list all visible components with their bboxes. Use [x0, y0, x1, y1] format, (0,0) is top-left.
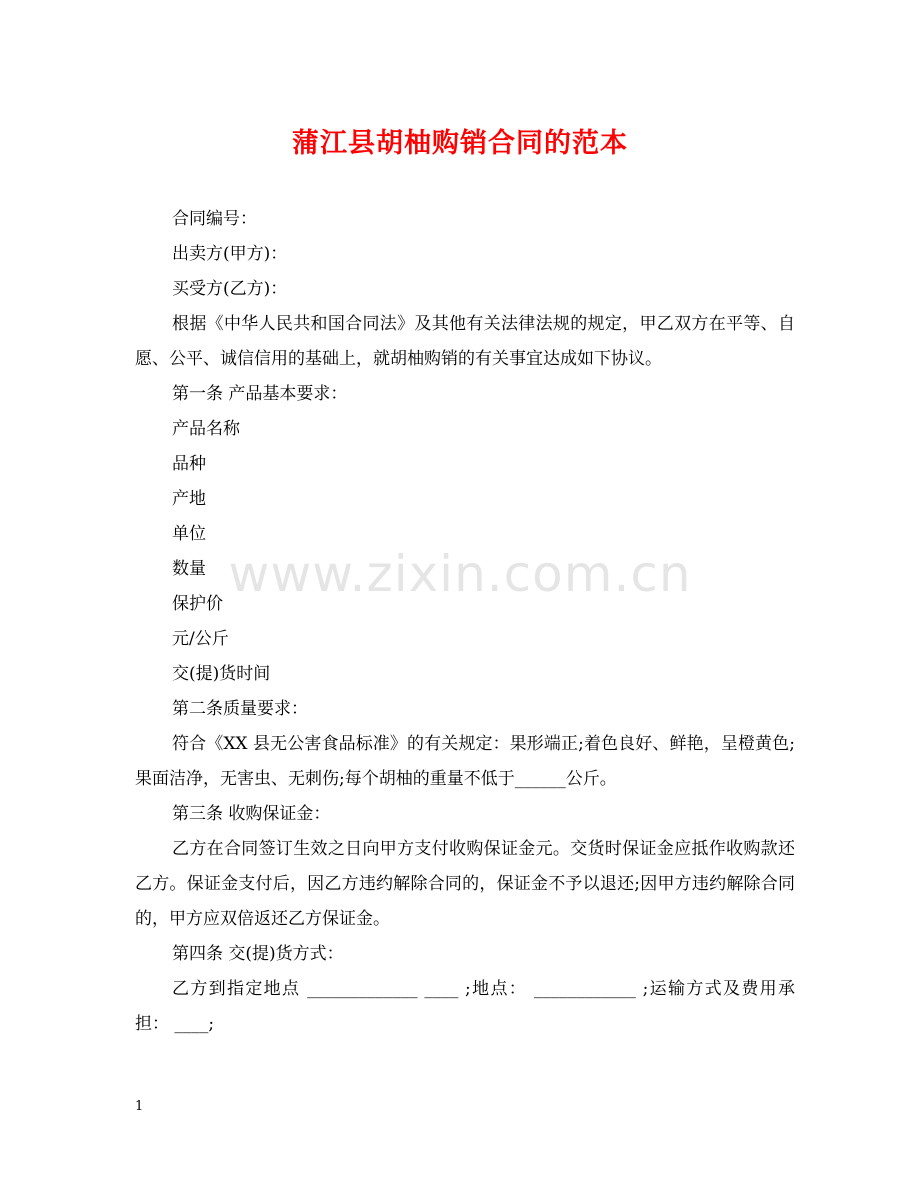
article2-body: 符合《XX 县无公害食品标准》的有关规定：果形端正;着色良好、鲜艳，呈橙黄色;果面洁净，无害虫、无刺伤;每个胡柚的重量不低于______公斤。	[135, 734, 795, 789]
article4-body: 乙方到指定地点 _____________ ____ ;地点： ____________ ;运输方式及费用承担： ____;	[135, 979, 795, 1034]
page-number: 1	[135, 1099, 144, 1114]
article1-heading: 第一条 产品基本要求：	[172, 384, 348, 404]
article1-item: 交(提)货时间	[172, 664, 271, 684]
watermark: www.zixin.com.cn	[228, 545, 692, 603]
document-title: 蒲江县胡柚购销合同的范本	[292, 128, 628, 159]
article1-item: 产地	[172, 489, 206, 509]
article3-heading: 第三条 收购保证金：	[172, 804, 331, 824]
article1-item: 元/公斤	[172, 629, 229, 649]
contract-number-field: 合同编号：	[172, 209, 257, 229]
article1-item: 产品名称	[172, 419, 240, 439]
buyer-field: 买受方(乙方)：	[172, 279, 288, 299]
article3-body: 乙方在合同签订生效之日向甲方支付收购保证金元。交货时保证金应抵作收购款还乙方。保证金支付后，因乙方违约解除合同的，保证金不予以退还;因甲方违约解除合同的，甲方应双倍返还乙方保证金。	[135, 839, 795, 929]
article1-item: 保护价	[172, 594, 223, 614]
document-body	[135, 202, 795, 1042]
intro-paragraph: 根据《中华人民共和国合同法》及其他有关法律法规的规定，甲乙双方在平等、自愿、公平、诚信信用的基础上，就胡柚购销的有关事宜达成如下协议。	[135, 314, 795, 369]
article1-item: 数量	[172, 559, 206, 579]
seller-field: 出卖方(甲方)：	[172, 244, 288, 264]
article4-heading: 第四条 交(提)货方式：	[172, 944, 344, 964]
article2-heading: 第二条质量要求：	[172, 699, 308, 719]
article1-item: 品种	[172, 454, 206, 474]
article1-item: 单位	[172, 524, 206, 544]
